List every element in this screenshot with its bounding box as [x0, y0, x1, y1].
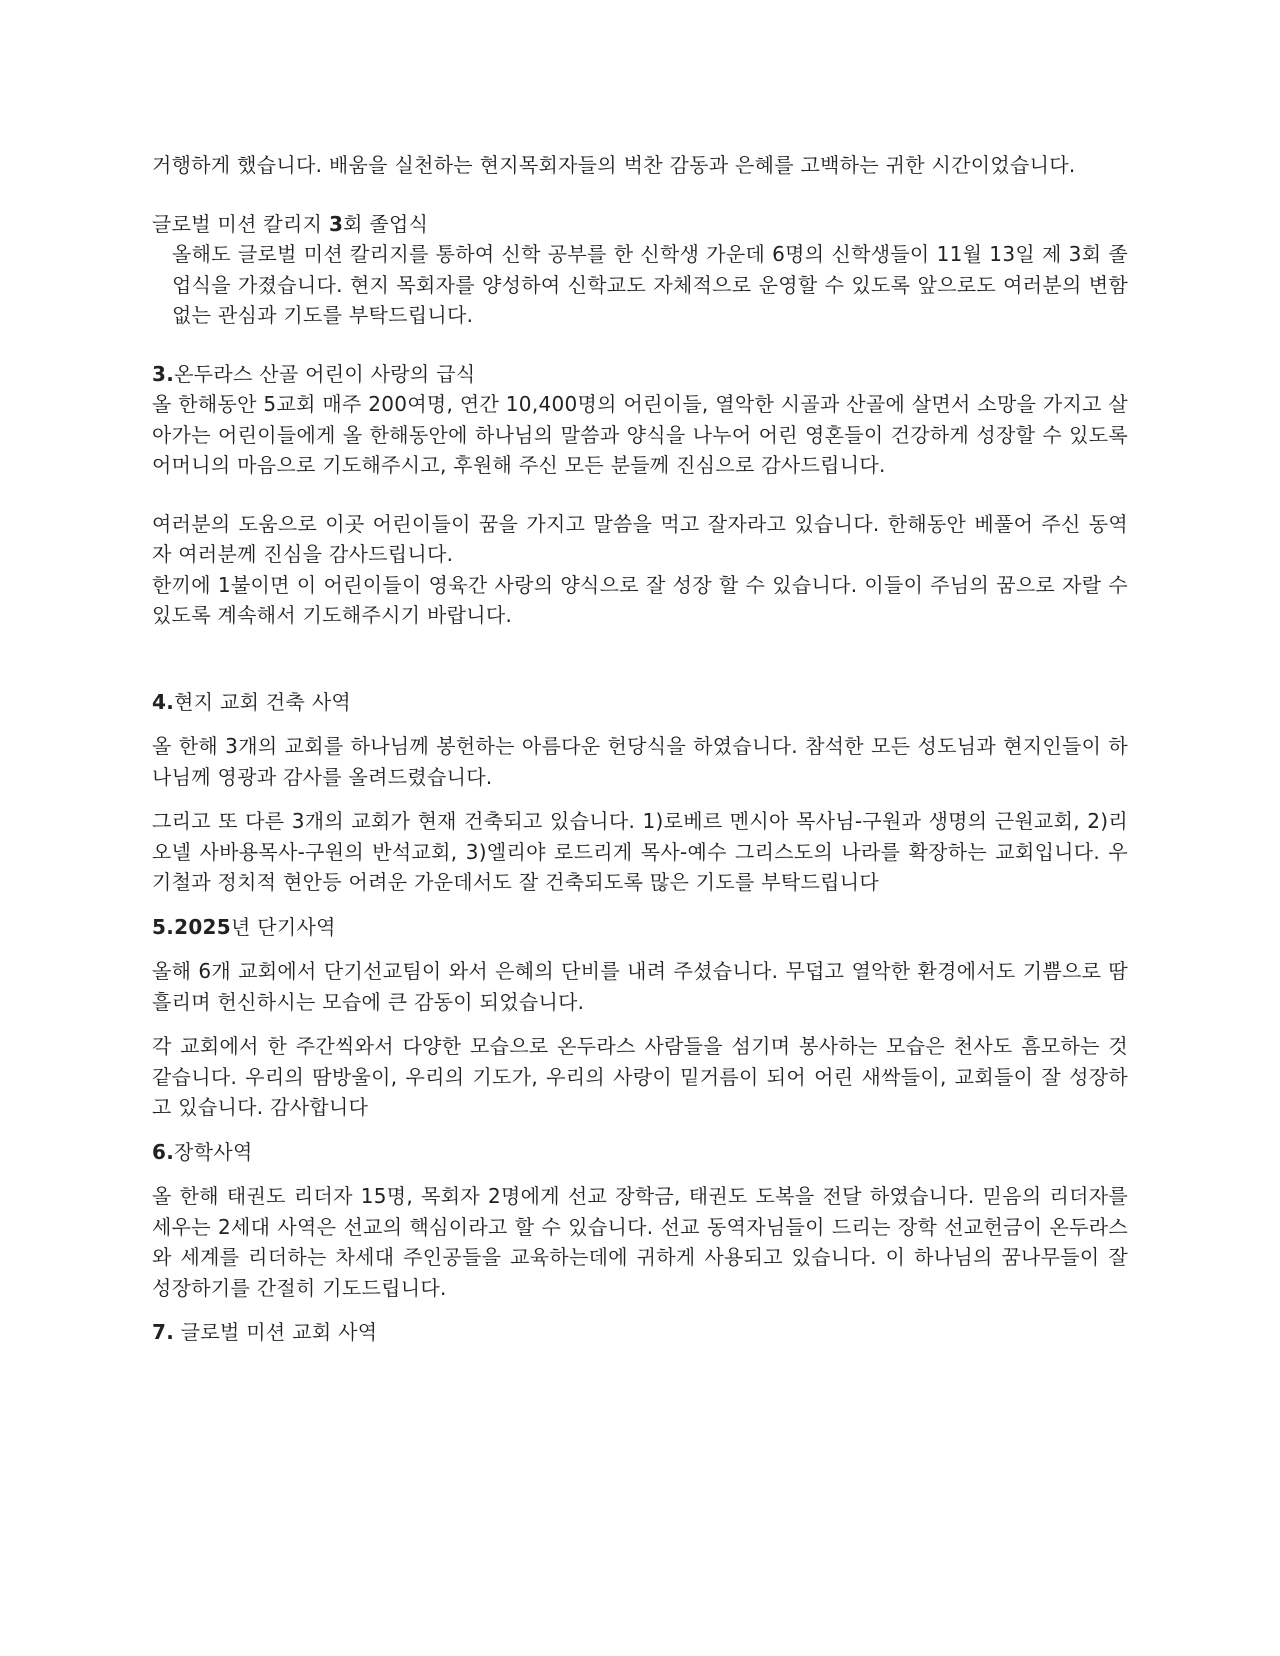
heading-7-number: 7. — [152, 1320, 175, 1344]
heading-6-number: 6. — [152, 1139, 175, 1164]
paragraph-5b: 각 교회에서 한 주간씩와서 다양한 모습으로 온두라스 사람들을 섬기며 봉사하는 모습은 천사도 흠모하는 것 같습니다. 우리의 땀방울이, 우리의 기도가, 우리의 사랑이 밑거름이 되어 어린 새싹들이, 교회들이 잘 성장하고 있습니다. 감사합니다 — [152, 1034, 1128, 1119]
heading-3-title: 온두라스 산골 어린이 사랑의 급식 — [174, 361, 476, 386]
paragraph-3c: 한끼에 1불이면 이 어린이들이 영육간 사랑의 양식으로 잘 성장 할 수 있습니다. 이들이 주님의 꿈으로 자랄 수 있도록 계속해서 기도해주시기 바랍니다. — [152, 572, 1128, 627]
paragraph-intro: 거행하게 했습니다. 배움을 실천하는 현지목회자들의 벅찬 감동과 은혜를 고백하는 귀한 시간이었습니다. — [152, 153, 1076, 177]
heading-section-5 — [152, 912, 1128, 943]
heading-college-post: 회 졸업식 — [343, 211, 429, 236]
paragraph-3a: 올 한해동안 5교회 매주 200여명, 연간 10,400명의 어린이들, 열악한 시골과 산골에 살면서 소망을 가지고 살아가는 어린이들에게 올 한해동안에 하나님의 말씀과 양식을 나누어 어린 영혼들이 건강하게 성장할 수 있도록 어머니의 마음으로 기도해주시고, 후원해 주신 모든 분들께 진심으로 감사드립니다. — [152, 392, 1128, 477]
heading-college-pre: 글로벌 미션 칼리지 — [152, 211, 329, 236]
heading-6-title: 장학사역 — [174, 1139, 253, 1164]
paragraph-5a: 올해 6개 교회에서 단기선교팀이 와서 은혜의 단비를 내려 주셨습니다. 무덥고 열악한 환경에서도 기쁨으로 땀흘리며 헌신하시는 모습에 큰 감동이 되었습니다. — [152, 959, 1128, 1014]
paragraph-college: 올해도 글로벌 미션 칼리지를 통하여 신학 공부를 한 신학생 가운데 6명의 신학생들이 11월 13일 제 3회 졸업식을 가졌습니다. 현지 목회자를 양성하여 신학교도 자체적으로 운영할 수 있도록 앞으로도 여러분의 변함없는 관심과 기도를 부탁드립니다. — [172, 242, 1128, 327]
heading-5-number: 5.2025 — [152, 914, 231, 939]
heading-college-graduation — [152, 209, 1128, 240]
heading-section-3 — [152, 359, 1128, 390]
heading-4-number: 4. — [152, 689, 175, 714]
heading-7-title: 글로벌 미션 교회 사역 — [174, 1320, 378, 1344]
paragraph-6: 올 한해 태권도 리더자 15명, 목회자 2명에게 선교 장학금, 태권도 도복을 전달 하였습니다. 믿음의 리더자를 세우는 2세대 사역은 선교의 핵심이라고 할 수 있습니다. 선교 동역자님들이 드리는 장학 선교헌금이 온두라스와 세계를 리더하는 차세대 주인공들을 교육하는데에 귀하게 사용되고 있습니다. 이 하나님의 꿈나무들이 잘 성장하기를 간절히 기도드립니다. — [152, 1184, 1128, 1300]
heading-section-7 — [152, 1317, 1128, 1348]
heading-section-4 — [152, 687, 1128, 718]
heading-4-title: 현지 교회 건축 사역 — [174, 689, 352, 714]
paragraph-4b: 그리고 또 다른 3개의 교회가 현재 건축되고 있습니다. 1)로베르 멘시아 목사님-구원과 생명의 근원교회, 2)리오넬 사바용목사-구원의 반석교회, 3)엘리야 로드리게 목사-예수 그리스도의 나라를 확장하는 교회입니다. 우기철과 정치적 현안등 어려운 가운데서도 잘 건축되도록 많은 기도를 부탁드립니다 — [152, 809, 1128, 894]
paragraph-3b: 여러분의 도움으로 이곳 어린이들이 꿈을 가지고 말씀을 먹고 잘자라고 있습니다. 한해동안 베풀어 주신 동역자 여러분께 진심을 감사드립니다. — [152, 511, 1128, 566]
paragraph-4a: 올 한해 3개의 교회를 하나님께 봉헌하는 아름다운 헌당식을 하였습니다. 참석한 모든 성도님과 현지인들이 하나님께 영광과 감사를 올려드렸습니다. — [152, 734, 1128, 789]
heading-section-6 — [152, 1137, 1128, 1168]
heading-5-title: 년 단기사역 — [230, 914, 336, 939]
heading-college-num: 3 — [328, 211, 344, 236]
document-page — [152, 150, 1128, 1348]
heading-3-number: 3. — [152, 361, 175, 386]
